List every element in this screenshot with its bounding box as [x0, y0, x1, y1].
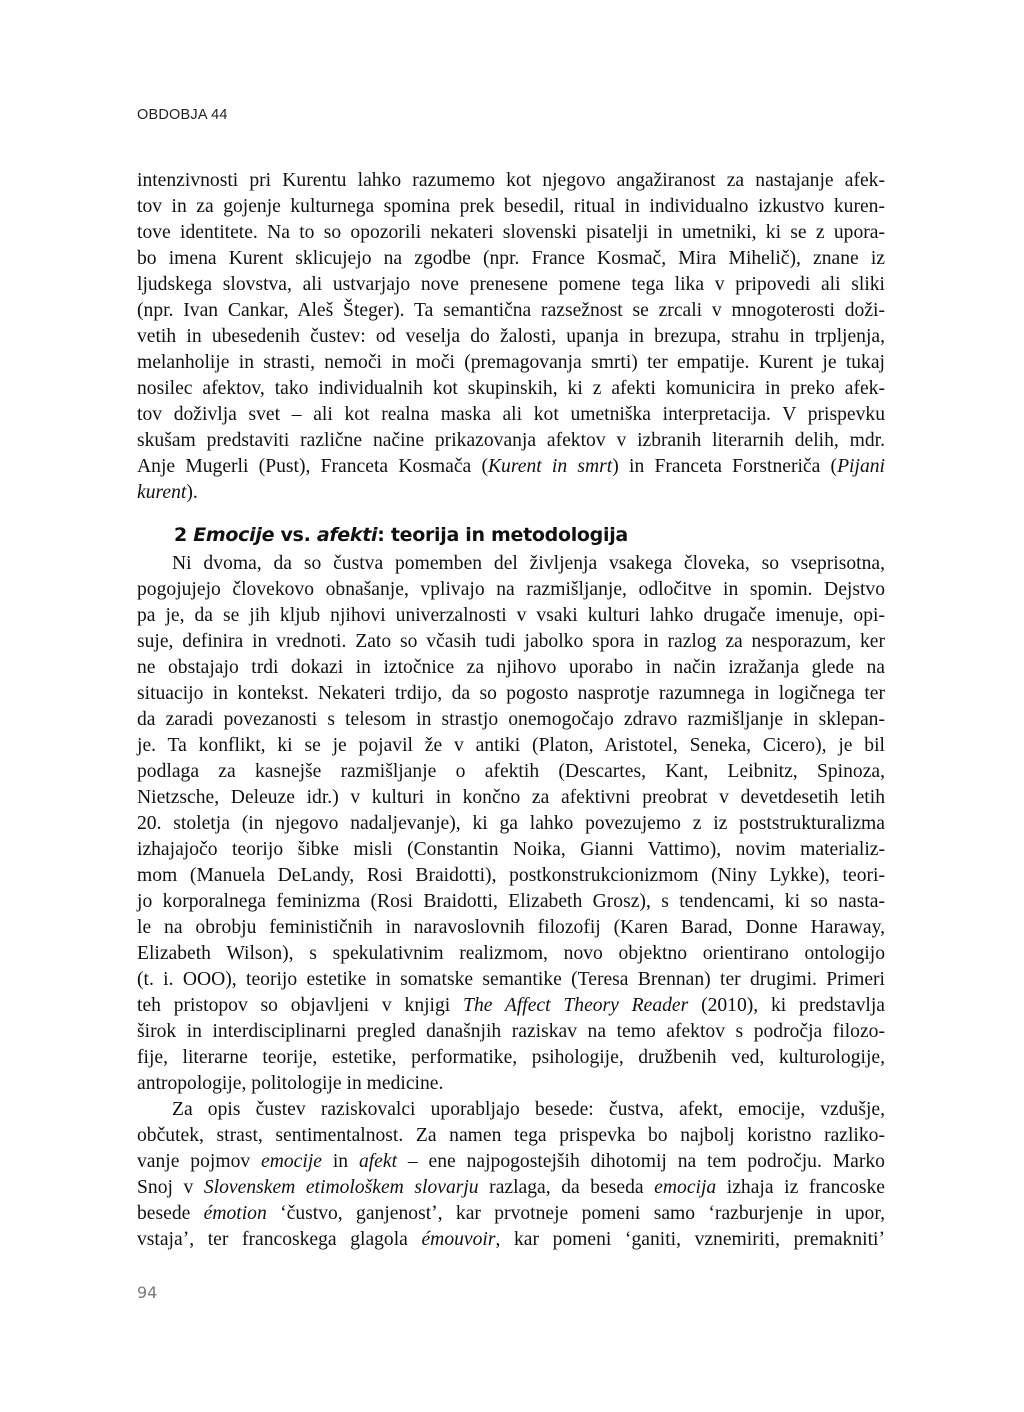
text-line: ne obstajajo trdi dokazi in iztočnice za njihovo uporabo in način izražanja glede na — [137, 657, 885, 678]
book-title-etimoloski-slovar: Slovenskem etimološkem slovarju — [203, 1177, 479, 1198]
text-line: 20. stoletja (in njegovo nadaljevanje), ki ga lahko povezujemo z iz poststrukturalizma — [137, 813, 885, 834]
text-run: izhaja iz francoske — [716, 1177, 886, 1198]
text-line: (npr. Ivan Cankar, Aleš Šteger). Ta semantična razsežnost se zrcali v mnogoterosti doži- — [137, 300, 885, 321]
text-line: suje, definira in vrednoti. Zato so včasih tudi jabolko spora in razlog za nesporazum, ker — [137, 631, 885, 652]
book-title-affect-theory-reader: The Affect Theory Reader — [463, 995, 689, 1016]
page-number: 94 — [137, 1283, 158, 1302]
text-line — [137, 1227, 885, 1253]
heading-text: vs. — [274, 524, 317, 546]
text-run: Anje Mugerli (Pust), Franceta Kosmača ( — [137, 456, 488, 477]
heading-text: : teorija in metodologija — [377, 524, 628, 546]
text-line: melanholije in strasti, nemoči in moči (premagovanja smrti) ter empatije. Kurent je tukaj — [137, 352, 885, 373]
text-line: da zaradi povezanosti s telesom in strastjo onemogočajo zdravo razmišljanje in sklepan- — [137, 709, 885, 730]
text-run: vanje pojmov — [137, 1151, 262, 1172]
section-1-paragraph — [137, 168, 885, 506]
text-line: le na obrobju feminističnih in naravoslovnih filozofij (Karen Barad, Donne Haraway, — [137, 917, 885, 938]
text-run: vstajaʼ, ter francoskega glagola — [137, 1229, 422, 1250]
text-run: teh pristopov so objavljeni v knjigi — [137, 995, 464, 1016]
work-title-kurent-in-smrt: Kurent in smrt — [487, 456, 613, 477]
text-line: tov doživlja svet – ali kot realna maska ali kot umetniška interpretacija. V prispevku — [137, 404, 885, 425]
text-run: ). — [186, 482, 198, 503]
text-run: razlaga, da beseda — [478, 1177, 655, 1198]
text-line — [137, 993, 885, 1019]
term-afekt: afekt — [358, 1151, 398, 1172]
term-emocije: emocije — [261, 1151, 322, 1172]
text-line: podlaga za kasnejše razmišljanje o afektih (Descartes, Kant, Leibnitz, Spinoza, — [137, 761, 885, 782]
section-number: 2 — [174, 524, 194, 546]
term-emocija: emocija — [654, 1177, 717, 1198]
text-line: Za opis čustev raziskovalci uporabljajo besede: čustva, afekt, emocije, vzdušje, — [172, 1099, 885, 1120]
text-line — [137, 1201, 885, 1227]
text-line — [137, 480, 885, 506]
heading-italic-afekti: afekti — [316, 524, 378, 546]
text-line: pa je, da se jih kljub njihovi univerzalnosti v vsaki kulturi lahko drugače imenuje, opi- — [137, 605, 885, 626]
text-line: mom (Manuela DeLandy, Rosi Braidotti), postkonstrukcionizmom (Niny Lykke), teori- — [137, 865, 885, 886]
section-2-body — [137, 551, 885, 1253]
text-line: jo korporalnega feminizma (Rosi Braidotti, Elizabeth Grosz), s tendencami, ki so nasta- — [137, 891, 885, 912]
text-line: nosilec afektov, tako individualnih kot skupinskih, ki z afekti komunicira in preko afek- — [137, 378, 885, 399]
text-run: , kar pomeni ʻganiti, vznemiriti, premaknitiʼ — [495, 1229, 885, 1250]
text-line: fije, literarne teorije, estetike, performatike, psihologije, družbenih ved, kulturologije, — [137, 1047, 885, 1068]
text-line: tov in za gojenje kulturnega spomina prek besedil, ritual in individualno izkustvo kuren- — [137, 196, 885, 217]
text-line: izhajajočo teorijo šibke misli (Constantin Noika, Gianni Vattimo), novim materializ- — [137, 839, 885, 860]
text-line — [137, 454, 885, 480]
text-line: skušam predstaviti različne načine prikazovanja afektov v izbranih literarnih delih, mdr. — [137, 430, 885, 451]
text-run: – ene najpogostejših dihotomij na tem področju. Marko — [397, 1151, 885, 1172]
text-run: in — [321, 1151, 359, 1172]
text-line: (t. i. OOO), teorijo estetike in somatske semantike (Teresa Brennan) ter drugimi. Primeri — [137, 969, 885, 990]
text-line: Elizabeth Wilson), s spekulativnim realizmom, novo objektno orientirano ontologijo — [137, 943, 885, 964]
text-line: Nietzsche, Deleuze idr.) v kulturi in končno za afektivni preobrat v devetdesetih letih — [137, 787, 885, 808]
text-line: širok in interdisciplinarni pregled današnjih raziskav na temo afektov s področja filozo- — [137, 1021, 885, 1042]
text-line: tove identitete. Na to so opozorili nekateri slovenski pisatelji in umetniki, ki se z upora- — [137, 222, 885, 243]
text-line: intenzivnosti pri Kurentu lahko razumemo kot njegovo angažiranost za nastajanje afek- — [137, 170, 885, 191]
text-line — [137, 1175, 885, 1201]
text-line: antropologije, politologije in medicine. — [137, 1073, 444, 1094]
text-line: situacijo in kontekst. Nekateri trdijo, da so pogosto nasprotje razumnega in logičnega ter — [137, 683, 885, 704]
section-heading — [174, 524, 628, 546]
text-line: občutek, strast, sentimentalnost. Za namen tega prispevka bo najbolj koristno razliko- — [137, 1125, 885, 1146]
text-run: Snoj v — [137, 1177, 204, 1198]
heading-italic-emocije: Emocije — [193, 524, 275, 546]
text-line: vetih in ubesedenih čustev: od veselja do žalosti, upanja in brezupa, strahu in trpljenja, — [137, 326, 885, 347]
text-line: je. Ta konflikt, ki se je pojavil že v antiki (Platon, Aristotel, Seneka, Cicero), je bil — [137, 735, 885, 756]
running-head: OBDOBJA 44 — [137, 107, 228, 123]
term-emouvoir: émouvoir — [421, 1229, 496, 1250]
text-run: ʻčustvo, ganjenostʼ, kar prvotneje pomeni samo ʻrazburjenje in upor, — [266, 1203, 885, 1224]
text-line: bo imena Kurent sklicujejo na zgodbe (npr. France Kosmač, Mira Mihelič), znane iz — [137, 248, 885, 269]
term-emotion: émotion — [203, 1203, 267, 1224]
work-title-pijani-kurent-cont: kurent — [137, 482, 187, 503]
text-run: (2010), ki predstavlja — [688, 995, 885, 1016]
text-line: Ni dvoma, da so čustva pomemben del življenja vsakega človeka, so vseprisotna, — [172, 553, 885, 574]
work-title-pijani-kurent: Pijani — [837, 456, 885, 477]
text-line: ljudskega slovstva, ali ustvarjajo nove prenesene pomene tega lika v pripovedi ali sliki — [137, 274, 885, 295]
text-line: pogojujejo človekovo obnašanje, vplivajo na razmišljanje, odločitve in spomin. Dejstvo — [137, 579, 885, 600]
text-line — [137, 1149, 885, 1175]
text-run: besede — [137, 1203, 204, 1224]
text-run: ) in Franceta Forstneriča ( — [612, 456, 838, 477]
